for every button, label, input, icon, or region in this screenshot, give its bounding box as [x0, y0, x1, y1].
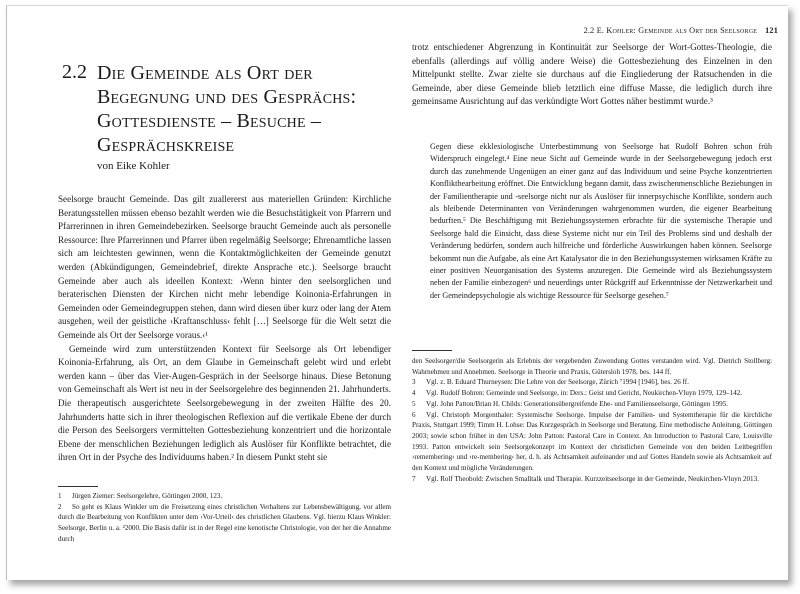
footnote: 5 Vgl. John Patton/Brian H. Childs: Generationsübergreifende Ehe- und Familienseelsorge, Göttingen 1995.: [412, 399, 728, 408]
indented-block: [430, 141, 772, 302]
paragraph: trotz entschiedener Abgrenzung in Kontinuität zur Seelsorge der Wort-Gottes-Theologie, die ebenfalls (allerdings auf völlig andere Weise) die Gottesbeziehung des Einzelnen in den Mittelpunkt stellte. Zwar zielte sie durchaus auf die Eingliederung der Ratsuchenden in die Gemeinde, aber diese Gemeinde blieb letztlich eine diffuse Masse, die lediglich durch ihre gemeinsame Ausrichtung auf das verkündigte Wort Gottes näher bestimmt wurde.³: [412, 42, 772, 107]
footnote: 2 So geht es Klaus Winkler um die Freisetzung eines christlichen Verhaltens zur Lebensbewältigung, vor allem durch die Bearbeitung von Konflikten unter dem ›Vor-Urteil‹ des christlichen Glaubens. Vgl. hierzu Klaus Winkler: Seelsorge, Berlin u. a. ²2000. Die Basis dafür ist in der Regel eine kenotische Christologie, von der her die Annahme durch: [58, 502, 391, 543]
running-head: [402, 26, 778, 35]
footnote-rule: [58, 486, 98, 487]
footnote: 3 Vgl. z. B. Eduard Thurneysen: Die Lehre von der Seelsorge, Zürich ⁷1994 [1946], bes. 26 ff.: [412, 378, 689, 387]
footnote-continuation: den Seelsorger/die Seelsorgerin als Erlebnis der vergebenden Zuwendung Gottes verstanden wird. Vgl. Dietrich Stollberg: Wahrnehmen und Annehmen. Seelsorge in Theorie und Praxis, Gütersloh 1978, bes. 144 ff.: [412, 357, 772, 376]
footnote: 6 Vgl. Christoph Morgenthaler: Systemische Seelsorge. Impulse der Familien- und Systemtherapie für die kirchliche Praxis, Stuttgart 1999; Timm H. Lohse: Das Kurzgespräch in Seelsorge und Beratung. Eine methodische Anleitung, Göttingen 2003; sowie schon früher in den USA: John Patton: Pastoral Care in Context. An Introduction to Pastoral Care, Louisville 1993. Patton entwickelt sein Seelsorgekonzept im Kontext der christlichen Gemeinde von den beiden Leitbegriffen ›remembering‹ und ›re-membering‹ her, d. h. als Achtsamkeit aufeinander und auf Gottes Handeln sowie als Achtsamkeit auf den Kontext und mögliche Veränderungen.: [412, 410, 772, 473]
footnote: 4 Vgl. Rudolf Bohren: Gemeinde und Seelsorge, in: Ders.: Geist und Gericht, Neukirchen-Vluyn 1979, 129–142.: [412, 389, 743, 398]
right-footnotes: [412, 356, 772, 484]
running-head-title: 2.2 E. Kohler: Gemeinde als Ort der Seelsorge: [583, 26, 758, 35]
book-spread: [6, 5, 788, 580]
left-page: [7, 6, 402, 580]
author-byline: von Eike Kohler: [97, 160, 170, 172]
footnote: 7 Vgl. Rolf Theobold: Zwischen Smalltalk und Therapie. Kurzzeitseelsorge in der Gemeinde, Neukirchen-Vluyn 2013.: [412, 474, 759, 483]
footnote-rule: [412, 350, 452, 351]
paragraph: Gegen diese ekklesiologische Unterbestimmung von Seelsorge hat Rudolf Bohren schon früh Widerspruch eingelegt.⁴ Eine neue Sicht auf Gemeinde wurde in der Seelsorgebewegung jedoch erst durch das zunehmende Ungenügen an einer ganz auf das Individuum und seine Psyche konzentrierten Konfliktbearbeitung eröffnet. Die Entwicklung begann damit, dass zwischenmenschliche Beziehungen in der Familientherapie und -seelsorge nicht nur als Auslöser für innerpsychische Konflikte, sondern auch als bleibende Determinanten von Veränderungen wahrgenommen wurden, die eigener Bearbeitung bedurften.⁵ Die Beschäftigung mit Beziehungssystemen erbrachte für die systemische Therapie und Seelsorge bald die Einsicht, dass diese Systeme nicht nur ein Teil des Problems sind und deshalb der Veränderung bedürfen, sondern auch hilfreiche und förderliche Auswirkungen haben können. Seelsorge bekommt nun die Aufgabe, als eine Art Katalysator die in den Beziehungssystemen wirksamen Kräfte zu einer positiven Neuorganisation des Systems anzuregen. Die Gemeinde wird als Beziehungssystem neben der Familie einbezogen⁶ und neuerdings unter Rückgriff auf Erkenntnisse der Netzwerkarbeit und der Gemeindepsychologie als wichtige Ressource für Seelsorge gesehen.⁷: [430, 142, 772, 300]
left-body-text: [58, 193, 391, 465]
right-page: [402, 6, 788, 580]
footnote: 1 Jürgen Ziemer: Seelsorgelehre, Göttingen 2000, 123.: [58, 492, 223, 500]
paragraph: Gemeinde wird zum unterstützenden Kontext für Seelsorge als Ort lebendiger Koinonia-Erfahrung, als Ort, an dem Glaube in Gemeinschaft gelebt wird und erlebt werden kann – über das Vier-Augen-Gespräch in der Seelsorge hinaus. Diese Betonung von Gemeinschaft als Wert ist neu in der Seelsorgelehre des beginnenden 21. Jahrhunderts. Die therapeutisch ausgerichtete Seelsorgebewegung in der zweiten Hälfte des 20. Jahrhunderts hatte sich in ihrer theologischen Reflexion auf die vertikale Ebene der durch die Person des Seelsorgers vermittelten Gottesbeziehung konzentriert und die horizontale Ebene der menschlichen Beziehungen lediglich als Auslöser für Konflikte betrachtet, die ihren Ort in der Psyche des Individuums haben.² In diesem Punkt steht sie: [58, 343, 391, 463]
chapter-number: 2.2: [62, 61, 87, 83]
paragraph: Seelsorge braucht Gemeinde. Das gilt zuallererst aus materiellen Gründen: Kirchliche Beratungsstellen müssen ebenso bezahlt werden wie die Besuchstätigkeit von Pfarrern und Pfarrerinnen in ihren Gemeindebezirken. Seelsorge braucht Gemeinde auch als personelle Ressource: Ihre Pfarrerinnen und Pfarrer üben regelmäßig Seelsorge; Ehrenamtliche lassen sich am leichtesten gewinnen, wenn die Kontaktmöglichkeiten der Gemeinde genutzt werden (Abkündigungen, Gemeindebrief, direkte Ansprache etc.). Seelsorge braucht Gemeinde aber auch als ideellen Kontext: ›Wenn hinter den seelsorglichen und beraterischen Diensten der Kirchen nicht mehr lebendige Koinonia-Erfahrungen in Gemeinden oder Gemeindegruppen stehen, dann wird diesen über kurz oder lang der Atem ausgehen, weil der geistliche ›Kraftanschluss‹ fehlt […] Seelsorge für die Welt setzt die Gemeinde als Ort der Seelsorge voraus.‹¹: [58, 194, 391, 340]
chapter-title: Die Gemeinde als Ort der Begegnung und des Gesprächs: Gottesdienste – Besuche – Gesprächskreise: [97, 62, 357, 156]
right-body-text: [412, 41, 772, 109]
page-number: 121: [765, 26, 778, 35]
left-footnotes: [58, 491, 391, 545]
